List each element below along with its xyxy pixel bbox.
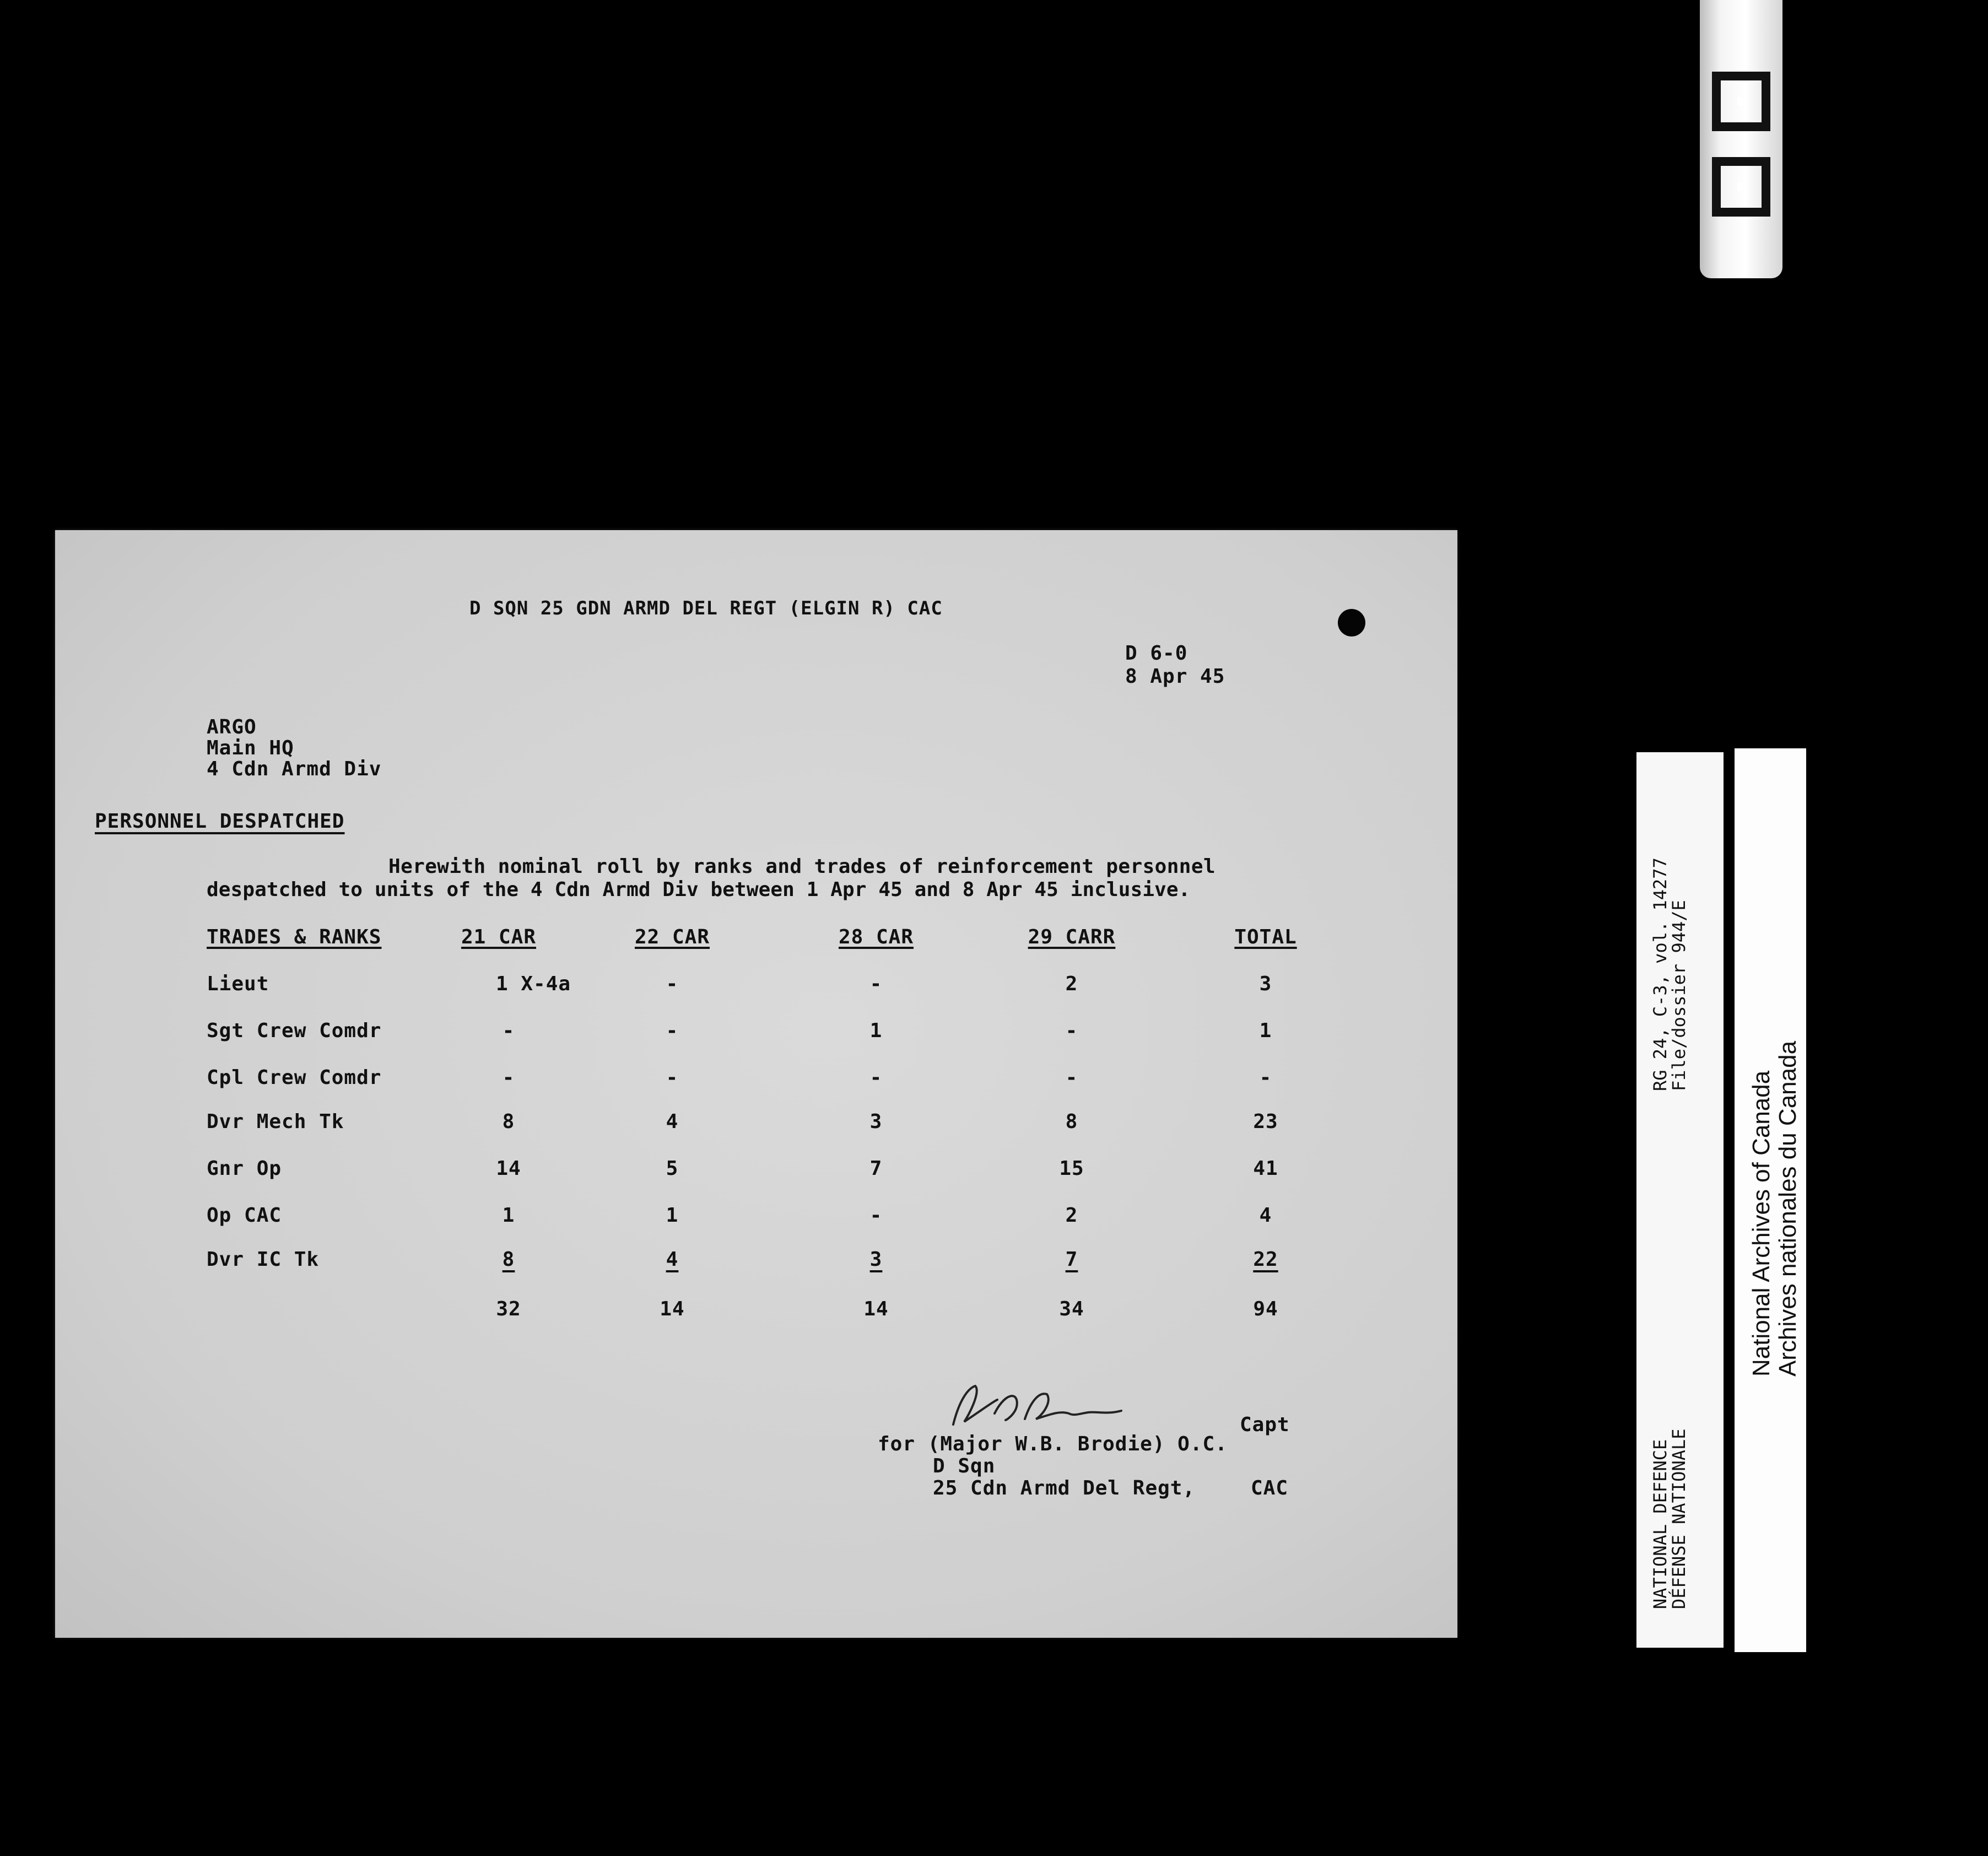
cell: - <box>869 1066 883 1089</box>
roll-digit-mark <box>1712 157 1770 217</box>
cell: 1 <box>869 1019 883 1042</box>
film-roll-marker <box>1700 0 1782 278</box>
label-text: File/dossier 944/E <box>1668 900 1689 1091</box>
cell: - <box>1065 1066 1078 1089</box>
cell: 3 <box>869 1110 883 1133</box>
table-header-total: TOTAL <box>1234 926 1297 948</box>
cell: - <box>1065 1019 1078 1042</box>
national-defence-label <box>1636 752 1724 1648</box>
cell: - <box>869 973 883 995</box>
cell: 8 <box>502 1110 515 1133</box>
cell: - <box>666 1019 679 1042</box>
address-line: ARGO <box>207 716 257 738</box>
document-date: 8 Apr 45 <box>1125 665 1225 688</box>
cell: 22 <box>1253 1248 1278 1271</box>
row-label: Gnr Op <box>207 1157 282 1180</box>
cell: 4 <box>1259 1204 1272 1227</box>
row-label: Sgt Crew Comdr <box>207 1019 382 1042</box>
cell: 1 <box>666 1204 679 1227</box>
cell: 3 <box>1259 973 1272 995</box>
table-header-trades: TRADES & RANKS <box>207 926 382 948</box>
label-text: National Archives of Canada <box>1748 1070 1775 1377</box>
punch-hole <box>1338 609 1365 636</box>
address-line: Main HQ <box>207 737 294 759</box>
cell: 7 <box>869 1157 883 1180</box>
signatory-line: 25 Cdn Armd Del Regt, <box>933 1477 1196 1499</box>
cell: - <box>1259 1066 1272 1089</box>
cell: - <box>869 1204 883 1227</box>
cell: 4 <box>666 1110 679 1133</box>
cell: 2 <box>1065 1204 1078 1227</box>
cell: 7 <box>1065 1248 1078 1271</box>
national-archives-label <box>1735 748 1806 1652</box>
row-label: Lieut <box>207 973 269 995</box>
total-cell: 14 <box>863 1298 889 1320</box>
cell: - <box>502 1019 515 1042</box>
cell: 2 <box>1065 973 1078 995</box>
label-text: NATIONAL DEFENCE <box>1650 1439 1671 1609</box>
cell: 23 <box>1253 1110 1278 1133</box>
table-header-21-car: 21 CAR <box>461 926 537 948</box>
cell: 8 <box>502 1248 515 1271</box>
reference-number: D 6-0 <box>1125 642 1188 665</box>
cell: - <box>666 1066 679 1089</box>
body-text: despatched to units of the 4 Cdn Armd Div between 1 Apr 45 and 8 Apr 45 inclusive. <box>207 878 1191 901</box>
table-header-28-car: 28 CAR <box>838 926 914 948</box>
cell: 1 <box>1259 1019 1272 1042</box>
signatory-line: for (Major W.B. Brodie) O.C. <box>878 1433 1228 1455</box>
label-text: DÉFENSE NATIONALE <box>1668 1428 1689 1609</box>
address-line: 4 Cdn Armd Div <box>207 758 382 780</box>
cell: 41 <box>1253 1157 1278 1180</box>
cell: 1 <box>502 1204 515 1227</box>
row-label: Dvr Mech Tk <box>207 1110 344 1133</box>
cell: 5 <box>666 1157 679 1180</box>
total-cell: 14 <box>660 1298 685 1320</box>
total-cell: 34 <box>1059 1298 1084 1320</box>
row-label: Dvr IC Tk <box>207 1248 320 1271</box>
document-page <box>55 530 1457 1638</box>
subject-heading: PERSONNEL DESPATCHED <box>95 810 345 833</box>
total-cell: 94 <box>1253 1298 1278 1320</box>
label-text: Archives nationales du Canada <box>1774 1040 1801 1377</box>
cell: 15 <box>1059 1157 1084 1180</box>
signatory-line: CAC <box>1251 1477 1289 1499</box>
label-text: RG 24, C-3, vol. 14277 <box>1650 857 1671 1091</box>
table-header-29-carr: 29 CARR <box>1028 926 1116 948</box>
row-label: Cpl Crew Comdr <box>207 1066 382 1089</box>
signatory-line: D Sqn <box>933 1455 996 1477</box>
cell: 14 <box>496 1157 521 1180</box>
cell: 4 <box>666 1248 679 1271</box>
signatory-rank: Capt <box>1240 1413 1290 1436</box>
cell: - <box>666 973 679 995</box>
cell: - <box>502 1066 515 1089</box>
table-header-22-car: 22 CAR <box>634 926 710 948</box>
body-text: Herewith nominal roll by ranks and trades of reinforcement personnel <box>388 855 1216 878</box>
document-heading: D SQN 25 GDN ARMD DEL REGT (ELGIN R) CAC <box>469 597 943 619</box>
roll-digit-mark <box>1712 72 1770 131</box>
cell: 8 <box>1065 1110 1078 1133</box>
cell: 3 <box>869 1248 883 1271</box>
row-label: Op CAC <box>207 1204 282 1227</box>
handwritten-signature <box>942 1380 1130 1433</box>
total-cell: 32 <box>496 1298 521 1320</box>
cell: 1 X-4a <box>496 973 571 995</box>
